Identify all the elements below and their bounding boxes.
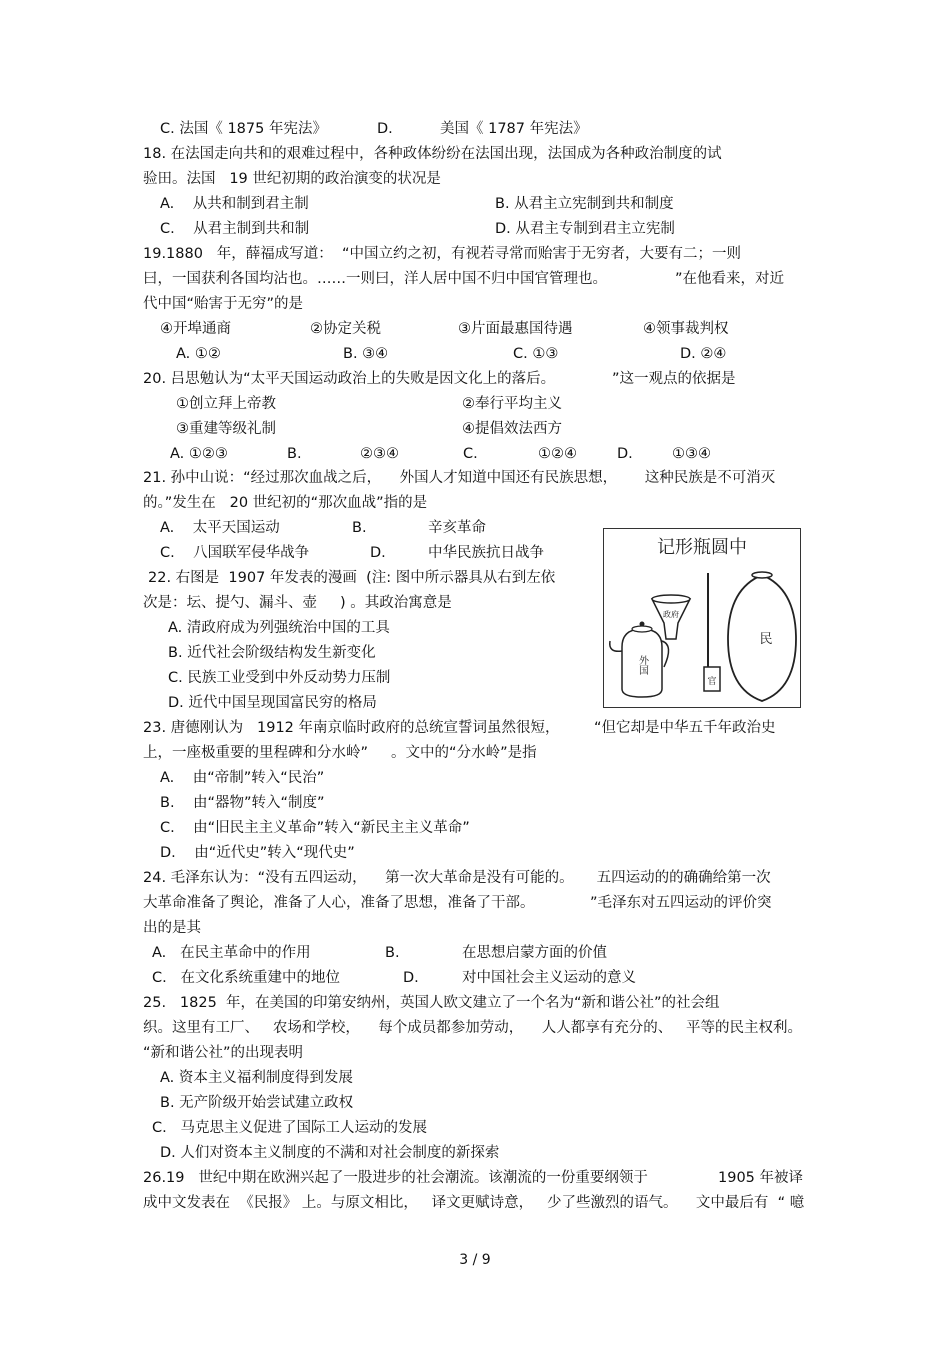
text-line: A. 资本主义福利制度得到发展 [160,1070,353,1086]
text-line: ①②④ [538,446,577,462]
text-line: B. [287,446,302,462]
jar-label: 民 [759,632,773,647]
text-line: A. ①②③ [170,446,228,462]
text-line: B. 近代社会阶级结构发生新变化 [168,645,376,661]
text-line: 成中文发表在 《民报》 上。与原文相比， 译文更赋诗意， 少了些激烈的语气。 文中最后有 “ 噫 [143,1195,805,1211]
text-line: D. [403,970,419,986]
text-line: 辛亥革命 [428,520,486,536]
text-line: A. 在民主革命中的作用 [152,945,311,961]
text-line: 上，一座极重要的里程碑和分水岭” 。文中的“分水岭”是指 [143,745,537,761]
teapot-label: 外国 [636,655,648,675]
ladle-label: 官 [707,677,717,687]
text-line: “但它却是中华五千年政治史 [594,720,776,736]
cartoon-drawing [604,529,800,707]
text-line: 25. 1825 年，在美国的印第安纳州，英国人欧文建立了一个名为“新和谐公社”的社会组 [143,995,720,1011]
text-line: 20. 吕思勉认为“太平天国运动政治上的失败是因文化上的落后。 [143,371,556,387]
page-number: 3 / 9 [459,1252,491,1268]
text-line: 次是：坛、提勺、漏斗、壶 ) 。其政治寓意是 [143,595,452,611]
text-line: B. 由“器物”转入“制度” [160,795,325,811]
text-line: 出的是其 [143,920,201,936]
text-line: D. [617,446,633,462]
text-line: 26.19 世纪中期在欧洲兴起了一股进步的社会潮流。该潮流的一份重要纲领于 [143,1170,648,1186]
text-line: D. 人们对资本主义制度的不满和对社会制度的新探索 [160,1145,500,1161]
text-line: ”这一观点的依据是 [612,371,736,387]
text-line: A. 由“帝制”转入“民治” [160,770,325,786]
text-line: ②协定关税 [310,321,381,337]
text-line: 对中国社会主义运动的意义 [462,970,636,986]
text-line: 21. 孙中山说：“经过那次血战之后， 外国人才知道中国还有民族思想， 这种民族是不可消灭 [143,470,776,486]
text-line: D. 近代中国呈现国富民穷的格局 [168,695,377,711]
cartoon-title: 记形瓶圆中 [657,537,747,558]
text-line: D. 从君主专制到君主立宪制 [495,221,675,237]
text-line: 22. 右图是 1907 年发表的漫画 (注: 图中所示器具从右到左依 [148,570,556,586]
text-line: 中华民族抗日战争 [428,545,544,561]
text-line: 19.1880 年，薛福成写道： “中国立约之初，有视若寻常而贻害于无穷者，大要有二；一则 [143,246,742,262]
text-line: ①③④ [672,446,711,462]
text-line: A. ①② [176,346,221,362]
text-line: ①创立拜上帝教 [176,396,276,412]
text-line: 验田。法国 19 世纪初期的政治演变的状况是 [143,171,441,187]
text-line: 的。”发生在 20 世纪初的“那次血战”指的是 [143,495,428,511]
text-line: C. 从君主制到共和制 [160,221,310,237]
text-line: B. [352,520,367,536]
text-line: 织。这里有工厂、 农场和学校， 每个成员都参加劳动， 人人都享有充分的、 平等的民主权利。 [143,1020,803,1036]
text-line: C. 由“旧民主主义革命”转入“新民主主义革命” [160,820,470,836]
text-line: C. ①③ [513,346,559,362]
text-line: A. 清政府成为列强统治中国的工具 [168,620,390,636]
text-line: ④领事裁判权 [643,321,729,337]
text-line: A. 太平天国运动 [160,520,280,536]
text-line: ④开埠通商 [160,321,231,337]
cartoon-illustration [603,528,801,708]
text-line: B. ③④ [343,346,389,362]
text-line: B. 无产阶级开始尝试建立政权 [160,1095,354,1111]
text-line: C. 法国《 1875 年宪法》 [160,121,327,137]
text-line: C. 民族工业受到中外反动势力压制 [168,670,391,686]
text-line: D. 由“近代史”转入“现代史” [160,845,355,861]
text-line: C. 马克思主义促进了国际工人运动的发展 [152,1120,428,1136]
text-line: ③重建等级礼制 [176,421,276,437]
text-line: 24. 毛泽东认为：“没有五四运动， 第一次大革命是没有可能的。 五四运动的的确确给第一次 [143,870,771,886]
text-line: A. 从共和制到君主制 [160,196,309,212]
text-line: 代中国“贻害于无穷”的是 [143,296,304,312]
text-line: 曰，一国获利各国均沾也。……一则曰，洋人居中国不归中国官管理也。 [143,271,607,287]
text-line: ”在他看来，对近 [675,271,785,287]
text-line: C. 八国联军侵华战争 [160,545,310,561]
text-line: 1905 年被译 [718,1170,804,1186]
text-line: 在思想启蒙方面的价值 [462,945,607,961]
text-line: 23. 唐德刚认为 1912 年南京临时政府的总统宣誓词虽然很短， [143,720,560,736]
text-line: “新和谐公社”的出现表明 [143,1045,304,1061]
text-line: ”毛泽东对五四运动的评价突 [590,895,772,911]
text-line: D. [370,545,386,561]
text-line: C. 在文化系统重建中的地位 [152,970,341,986]
text-line: ④提倡效法西方 [462,421,562,437]
text-line: C. [463,446,478,462]
text-line: ②③④ [360,446,399,462]
funnel-label: 政府 [663,610,679,619]
text-line: 18. 在法国走向共和的艰难过程中，各种政体纷纷在法国出现，法国成为各种政治制度的试 [143,146,722,162]
text-line: D. [377,121,393,137]
text-line: B. [385,945,400,961]
text-line: 美国《 1787 年宪法》 [440,121,588,137]
text-line: B. 从君主立宪制到共和制度 [495,196,674,212]
text-line: ②奉行平均主义 [462,396,562,412]
text-line: 大革命准备了舆论，准备了人心，准备了思想，准备了干部。 [143,895,535,911]
text-line: D. ②④ [680,346,727,362]
text-line: ③片面最惠国待遇 [458,321,573,337]
